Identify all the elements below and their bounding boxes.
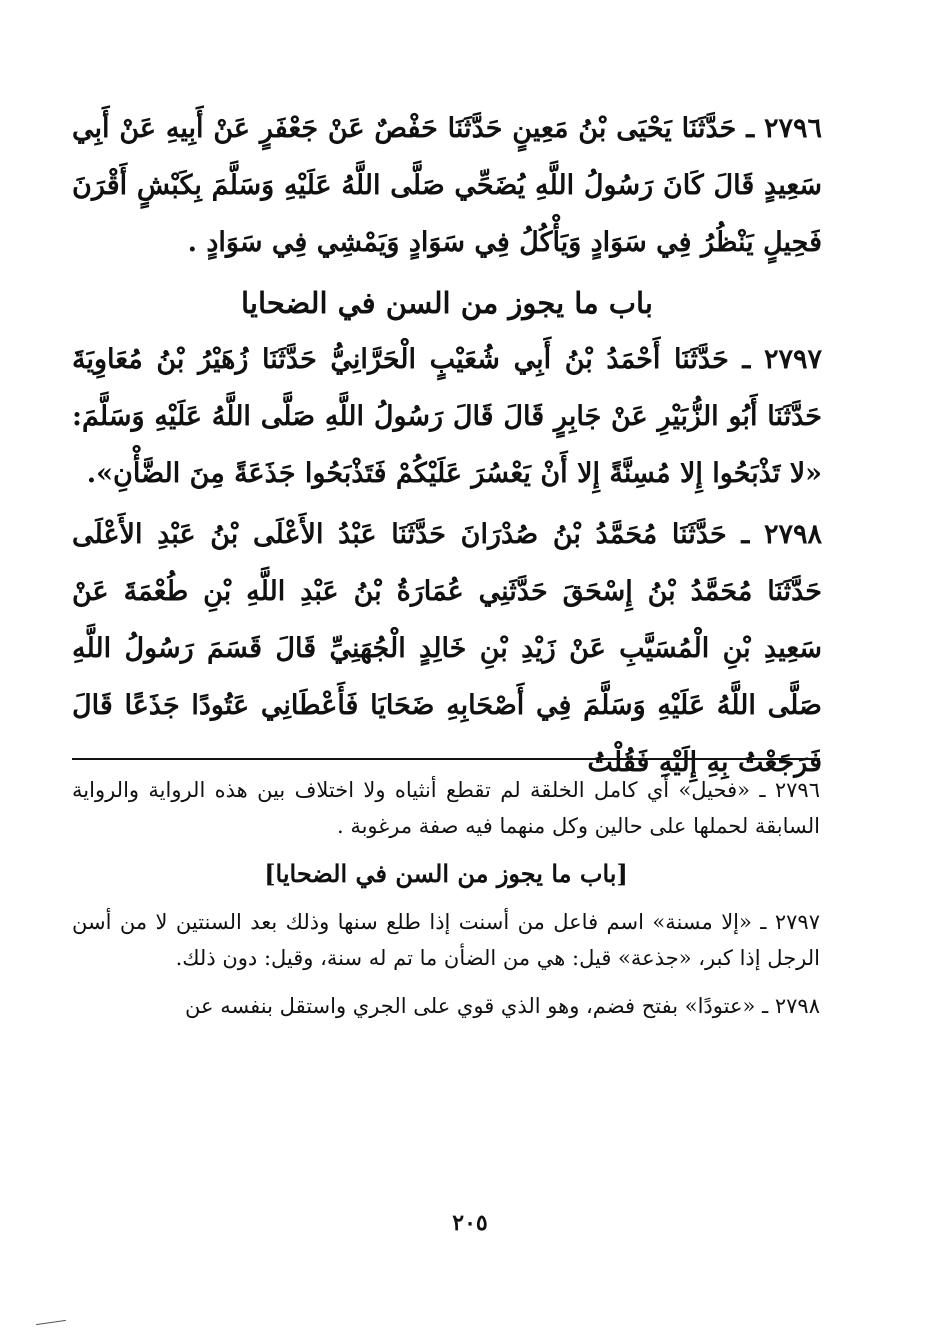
note-text: «إلا مسنة» اسم فاعل من أسنت إذا طلع سنها وذلك بعد السنتين لا من أسن الرجل إذا كبر، «جذعة» قيل: هي من الضأن ما تم له سنة، وقيل: دون ذلك.: [72, 910, 820, 970]
note-text: «فحيل» أي كامل الخلقة لم تقطع أنثياه ولا اختلاف بين هذه الرواية والرواية السابقة لحملها على حالين وكل منهما فيه صفة مرغوبة .: [72, 778, 820, 838]
note-text: «عتودًا» بفتح فضم، وهو الذي قوي على الجري واستقل بنفسه عن: [185, 994, 756, 1018]
scan-corner-mark: [36, 1320, 66, 1325]
footnote-divider: [72, 758, 820, 760]
hadith-text: حَدَّثَنَا مُحَمَّدُ بْنُ صُدْرَانَ حَدَّثَنَا عَبْدُ الأَعْلَى بْنُ عَبْدِ الأَعْلَى حَدَّثَنَا مُحَمَّدُ بْنُ إِسْحَقَ حَدَّثَنِي عُمَارَةُ بْنُ عَبْدِ اللَّهِ بْنِ طُعْمَةَ عَنْ سَعِيدِ بْنِ الْمُسَيَّبِ عَنْ زَيْدِ بْنِ خَالِدٍ الْجُهَنِيِّ قَالَ قَسَمَ رَسُولُ اللَّهِ صَلَّى اللَّهُ عَلَيْهِ وَسَلَّمَ فِي أَصْحَابِهِ ضَحَايَا فَأَعْطَانِي عَتُودًا جَذَعًا قَالَ فَرَجَعْتُ بِهِ إِلَيْهِ فَقُلْتُ: [72, 519, 822, 778]
note-number: ٢٧٩٨: [774, 994, 820, 1018]
hadith-dash: ـ: [742, 344, 751, 375]
note-2798: [72, 988, 820, 1024]
note-dash: ـ: [759, 778, 766, 802]
hadith-number: ٢٧٩٧: [763, 344, 822, 375]
footnotes: [72, 772, 820, 1036]
note-dash: ـ: [760, 910, 767, 934]
main-text: [72, 100, 822, 795]
hadith-number: ٢٧٩٨: [763, 519, 822, 550]
hadith-text: حَدَّثَنَا أَحْمَدُ بْنُ أَبِي شُعَيْبٍ الْحَرَّانِيُّ حَدَّثَنَا زُهَيْرُ بْنُ مُعَاوِيَةَ حَدَّثَنَا أَبُو الزُّبَيْرِ عَنْ جَابِرٍ قَالَ قَالَ رَسُولُ اللَّهِ صَلَّى اللَّهُ عَلَيْهِ وَسَلَّمَ: «لا تَذْبَحُوا إِلا مُسِنَّةً إِلا أَنْ يَعْسُرَ عَلَيْكُمْ فَتَذْبَحُوا جَذَعَةً مِنَ الضَّأْنِ».: [72, 344, 822, 489]
hadith-2798: [72, 506, 822, 791]
hadith-number: ٢٧٩٦: [763, 113, 822, 144]
page-number: ٢٠٥: [452, 1210, 488, 1236]
hadith-dash: ـ: [741, 519, 750, 550]
note-number: ٢٧٩٦: [774, 778, 820, 802]
hadith-dash: ـ: [746, 113, 755, 144]
note-2797: [72, 904, 820, 976]
note-2796: [72, 772, 820, 844]
chapter-heading: باب ما يجوز من السن في الضحايا: [241, 286, 653, 320]
hadith-2796: [72, 100, 822, 271]
note-chapter-heading: [باب ما يجوز من السن في الضحايا]: [264, 859, 628, 888]
note-dash: ـ: [762, 994, 769, 1018]
hadith-text: حَدَّثَنَا يَحْيَى بْنُ مَعِينٍ حَدَّثَنَا حَفْصٌ عَنْ جَعْفَرٍ عَنْ أَبِيهِ عَنْ أَبِي سَعِيدٍ قَالَ كَانَ رَسُولُ اللَّهِ يُضَحِّي صَلَّى اللَّهُ عَلَيْهِ وَسَلَّمَ بِكَبْشٍ أَقْرَنَ فَحِيلٍ يَنْظُرُ فِي سَوَادٍ وَيَأْكُلُ فِي سَوَادٍ وَيَمْشِي فِي سَوَادٍ .: [72, 113, 822, 258]
note-number: ٢٧٩٧: [774, 910, 820, 934]
hadith-2797: [72, 331, 822, 502]
